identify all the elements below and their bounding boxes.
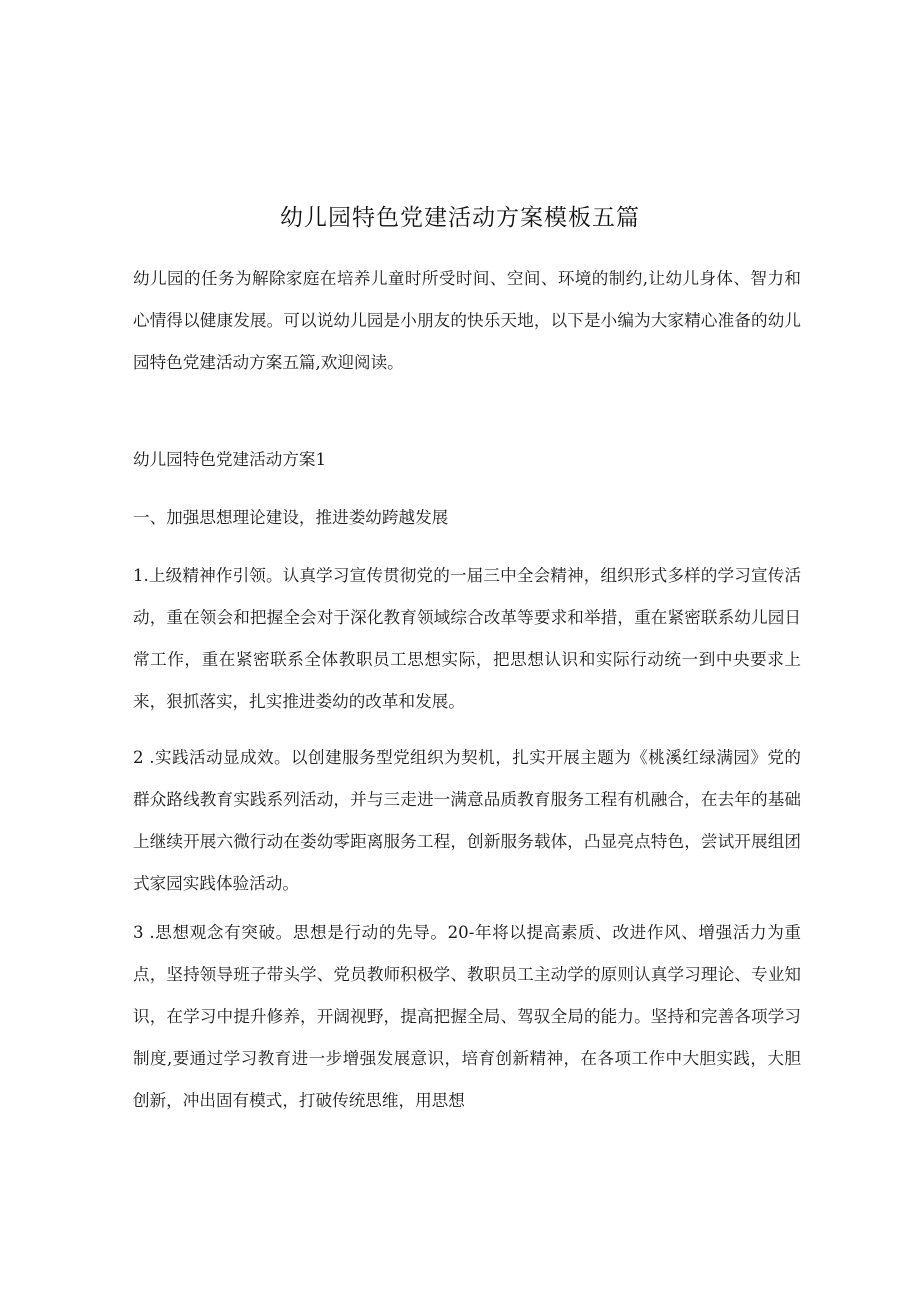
plan-heading: 幼儿园特色党建活动方案1	[133, 450, 327, 469]
intro-paragraph: 幼儿园的任务为解除家庭在培养儿童时所受时间、空间、环境的制约,让幼儿身体、智力和心情得以健康发展。可以说幼儿园是小朋友的快乐天地，以下是小编为大家精心准备的幼儿园特色党建活动方案五篇,欢迎阅读。	[133, 269, 801, 372]
document-title: 幼儿园特色党建活动方案模板五篇	[280, 205, 640, 231]
paragraph-item-3: 3 .思想观念有突破。思想是行动的先导。20-年将以提高素质、改进作风、增强活力为重点，坚持领导班子带头学、党员教师积极学、教职员工主动学的原则认真学习理论、专业知识，在学习中提升修养，开阔视野，提高把握全局、驾驭全局的能力。坚持和完善各项学习制度,要通过学习教育进一步增强发展意识，培育创新精神，在各项工作中大胆实践，大胆创新，冲出固有模式，打破传统思维，用思想	[133, 923, 801, 1110]
paragraph-item-2: 2 .实践活动显成效。以创建服务型党组织为契机，扎实开展主题为《桃溪红绿满园》党的群众路线教育实践系列活动，并与三走进一满意品质教育服务工程有机融合，在去年的基础上继续开展六微行动在娄幼零距离服务工程，创新服务载体，凸显亮点特色，尝试开展组团式家园实践体验活动。	[133, 748, 801, 893]
paragraph-item-1: 1.上级精神作引领。认真学习宣传贯彻党的一届三中全会精神，组织形式多样的学习宣传活动，重在领会和把握全会对于深化教育领域综合改革等要求和举措，重在紧密联系幼儿园日常工作，重在紧密联系全体教职员工思想实际，把思想认识和实际行动统一到中央要求上来，狠抓落实，扎实推进娄幼的改革和发展。	[133, 566, 801, 711]
section-heading: 一、加强思想理论建设，推进娄幼跨越发展	[133, 508, 449, 527]
